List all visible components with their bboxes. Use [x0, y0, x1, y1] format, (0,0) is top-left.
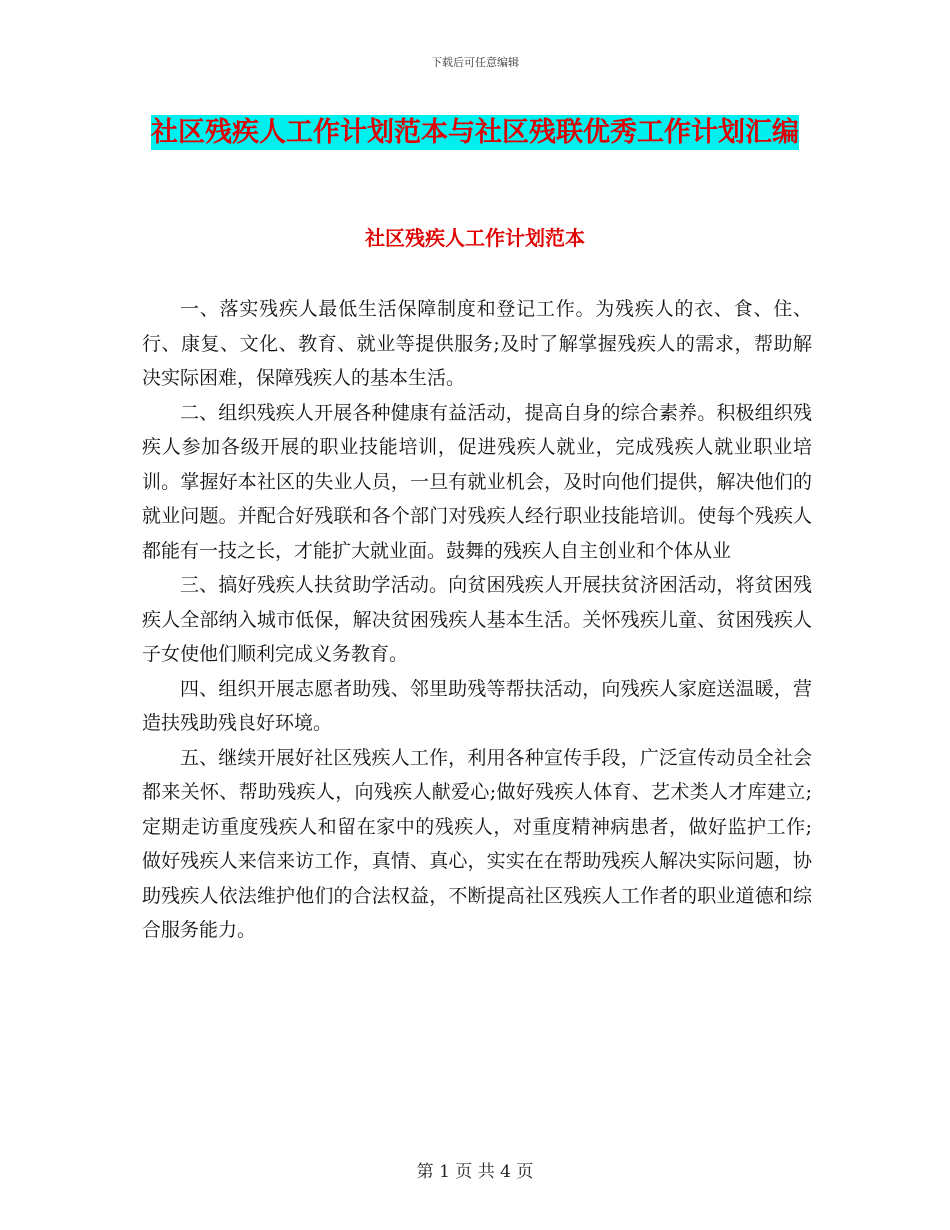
- document-body: [142, 292, 812, 948]
- paragraph-2: 二、组织残疾人开展各种健康有益活动，提高自身的综合素养。积极组织残疾人参加各级开展的职业技能培训，促进残疾人就业，完成残疾人就业职业培训。掌握好本社区的失业人员，一旦有就业机会，及时向他们提供，解决他们的就业问题。并配合好残联和各个部门对残疾人经行职业技能培训。使每个残疾人都能有一技之长，才能扩大就业面。鼓舞的残疾人自主创业和个体从业: [142, 401, 812, 562]
- paragraph-3: 三、搞好残疾人扶贫助学活动。向贫困残疾人开展扶贫济困活动，将贫困残疾人全部纳入城市低保，解决贫困残疾人基本生活。关怀残疾儿童、贫困残疾人子女使他们顺利完成义务教育。: [142, 574, 812, 665]
- paragraph-5: 五、继续开展好社区残疾人工作，利用各种宣传手段，广泛宣传动员全社会都来关怀、帮助残疾人，向残疾人献爱心;做好残疾人体育、艺术类人才库建立;定期走访重度残疾人和留在家中的残疾人，对重度精神病患者，做好监护工作;做好残疾人来信来访工作，真情、真心，实实在在帮助残疾人解决实际问题，协助残疾人依法维护他们的合法权益，不断提高社区残疾人工作者的职业道德和综合服务能力。: [142, 746, 812, 941]
- paragraph-1: 一、落实残疾人最低生活保障制度和登记工作。为残疾人的衣、食、住、行、康复、文化、教育、就业等提供服务;及时了解掌握残疾人的需求，帮助解决实际困难，保障残疾人的基本生活。: [142, 298, 812, 389]
- document-title: [140, 110, 810, 155]
- page-header: 下载后可任意编辑: [431, 56, 519, 69]
- section-title: 社区残疾人工作计划范本: [365, 226, 585, 250]
- page-footer: 第 1 页 共 4 页: [416, 1162, 534, 1182]
- document-title-text: 社区残疾人工作计划范本与社区残联优秀工作计划汇编: [151, 117, 799, 148]
- paragraph-4: 四、组织开展志愿者助残、邻里助残等帮扶活动，向残疾人家庭送温暖，营造扶残助残良好环境。: [142, 677, 812, 734]
